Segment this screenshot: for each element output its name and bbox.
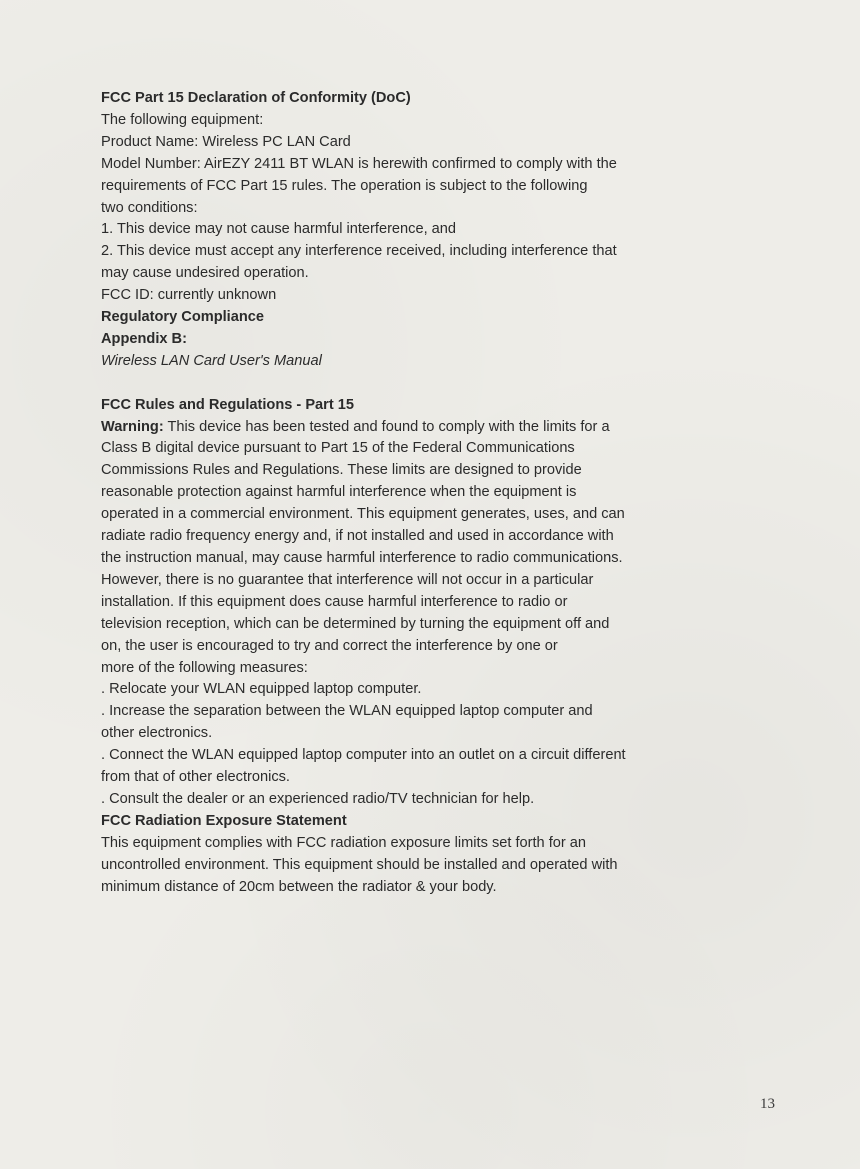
warning-line: installation. If this equipment does cause harmful interference to radio or — [101, 593, 568, 610]
warning-line: reasonable protection against harmful interference when the equipment is — [101, 484, 577, 501]
measure-item-cont: from that of other electronics. — [101, 769, 290, 786]
warning-text: This device has been tested and found to comply with the limits for a — [163, 418, 610, 435]
warning-line: television reception, which can be determined by turning the equipment off and — [101, 615, 610, 632]
warning-label: Warning: — [101, 418, 164, 435]
appendix-heading: Appendix B: — [101, 330, 187, 347]
doc-line: Model Number: AirEZY 2411 BT WLAN is herewith confirmed to comply with the — [101, 155, 617, 172]
warning-line: on, the user is encouraged to try and correct the interference by one or — [101, 637, 558, 654]
radiation-line: uncontrolled environment. This equipment should be installed and operated with — [101, 856, 618, 873]
regulatory-heading: Regulatory Compliance — [101, 309, 264, 326]
warning-line: Commissions Rules and Regulations. These limits are designed to provide — [101, 462, 582, 479]
manual-title: Wireless LAN Card User's Manual — [101, 352, 322, 369]
doc-line: Product Name: Wireless PC LAN Card — [101, 133, 351, 150]
measure-item: . Increase the separation between the WLAN equipped laptop computer and — [101, 703, 593, 720]
doc-line: may cause undesired operation. — [101, 265, 309, 282]
warning-line: radiate radio frequency energy and, if not installed and used in accordance with — [101, 528, 614, 545]
measure-item-cont: other electronics. — [101, 725, 213, 742]
warning-line: Class B digital device pursuant to Part 15 of the Federal Communications — [101, 440, 575, 457]
doc-line: 1. This device may not cause harmful interference, and — [101, 221, 457, 238]
doc-line: 2. This device must accept any interference received, including interference that — [101, 243, 617, 260]
document-body — [101, 88, 791, 899]
page-number: 13 — [760, 1096, 775, 1112]
measure-item: . Consult the dealer or an experienced radio/TV technician for help. — [101, 790, 535, 807]
rules-heading: FCC Rules and Regulations - Part 15 — [101, 396, 355, 413]
doc-line: FCC ID: currently unknown — [101, 287, 277, 304]
doc-line: requirements of FCC Part 15 rules. The operation is subject to the following — [101, 177, 588, 194]
section-gap — [101, 373, 791, 395]
warning-line: the instruction manual, may cause harmful interference to radio communications. — [101, 550, 623, 567]
warning-line: more of the following measures: — [101, 659, 308, 676]
doc-line: two conditions: — [101, 199, 198, 216]
radiation-line: This equipment complies with FCC radiation exposure limits set forth for an — [101, 834, 587, 851]
doc-line: The following equipment: — [101, 111, 264, 128]
radiation-line: minimum distance of 20cm between the radiator & your body. — [101, 878, 497, 895]
measure-item: . Relocate your WLAN equipped laptop computer. — [101, 681, 422, 698]
warning-line: However, there is no guarantee that interference will not occur in a particular — [101, 571, 594, 588]
warning-line: operated in a commercial environment. This equipment generates, uses, and can — [101, 506, 625, 523]
doc-title: FCC Part 15 Declaration of Conformity (DoC) — [101, 90, 411, 106]
radiation-heading: FCC Radiation Exposure Statement — [101, 812, 347, 829]
measure-item: . Connect the WLAN equipped laptop computer into an outlet on a circuit different — [101, 747, 626, 764]
warning-first-line — [101, 417, 791, 439]
